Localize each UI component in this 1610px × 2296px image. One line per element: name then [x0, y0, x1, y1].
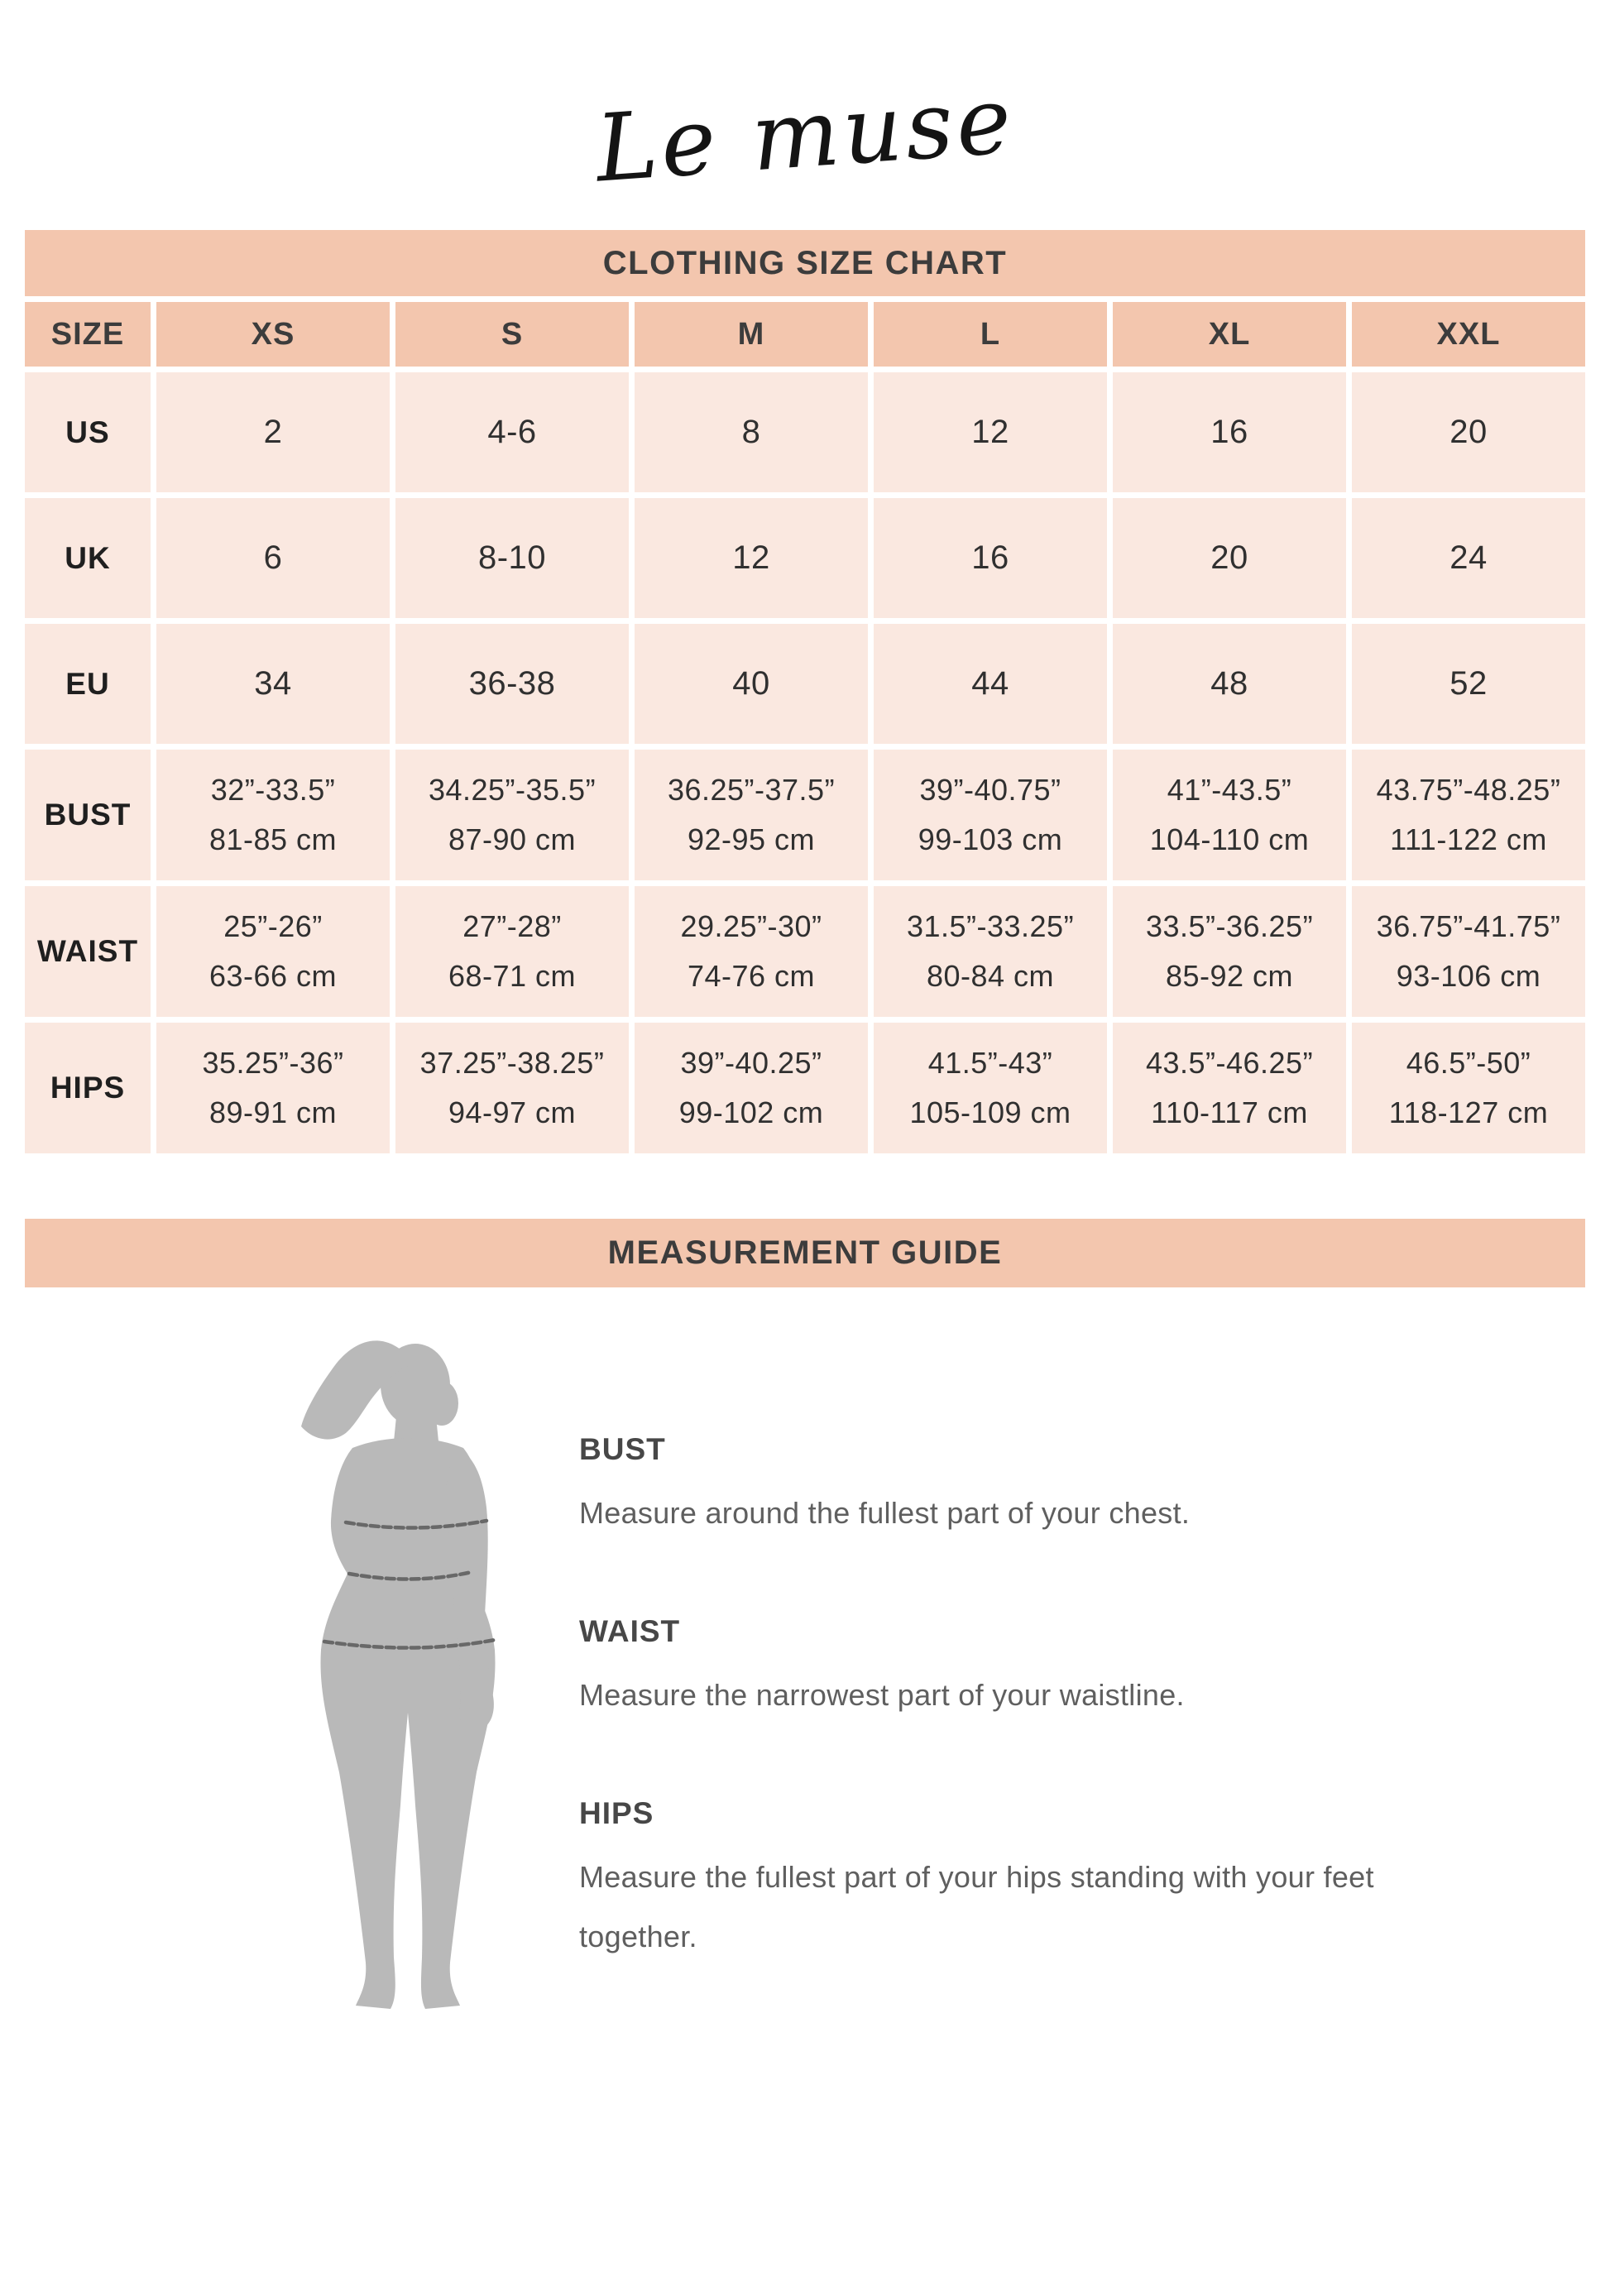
size-cell: 8 — [635, 372, 868, 492]
measurement-inches: 39”-40.75” — [919, 773, 1061, 807]
size-cell: 6 — [156, 498, 390, 618]
row-label-uk: UK — [25, 498, 151, 618]
brand-logo-text: Le muse — [592, 66, 1018, 204]
size-cell: 8-10 — [395, 498, 629, 618]
measurement-inches: 41.5”-43” — [927, 1046, 1053, 1080]
measurement-inches: 39”-40.25” — [680, 1046, 822, 1080]
measurement-inches: 31.5”-33.25” — [906, 909, 1075, 943]
measurement-inches: 41”-43.5” — [1167, 773, 1292, 807]
guide-instruction-bust: Measure around the fullest part of your chest. — [579, 1496, 1191, 1530]
column-header-s: S — [395, 302, 629, 367]
measurement-inches: 36.25”-37.5” — [667, 773, 836, 807]
row-label-us: US — [25, 372, 151, 492]
measurement-cm: 99-103 cm — [918, 822, 1063, 856]
measurement-inches: 43.5”-46.25” — [1145, 1046, 1314, 1080]
size-cell-hips — [1352, 1023, 1585, 1153]
size-cell: 16 — [1113, 372, 1346, 492]
measurement-cm: 63-66 cm — [208, 959, 338, 993]
size-cell: 16 — [874, 498, 1107, 618]
size-cell-hips — [874, 1023, 1107, 1153]
guide-section-hips — [579, 1795, 1531, 1967]
clothing-size-chart-table — [25, 230, 1585, 1153]
size-cell-bust — [1113, 750, 1346, 880]
measurement-inches: 37.25”-38.25” — [419, 1046, 605, 1080]
size-cell: 12 — [874, 372, 1107, 492]
size-cell-hips — [1113, 1023, 1346, 1153]
measurement-guide-title: MEASUREMENT GUIDE — [25, 1219, 1585, 1287]
size-cell-bust — [156, 750, 390, 880]
size-cell: 20 — [1352, 372, 1585, 492]
size-cell-hips — [395, 1023, 629, 1153]
measurement-cm: 87-90 cm — [448, 822, 577, 856]
measurement-inches: 43.75”-48.25” — [1376, 773, 1561, 807]
column-header-xxl: XXL — [1352, 302, 1585, 367]
measurement-inches: 29.25”-30” — [680, 909, 822, 943]
measurement-cm: 68-71 cm — [448, 959, 577, 993]
measurement-guide-section — [0, 1287, 1610, 2232]
size-cell-waist — [1113, 886, 1346, 1017]
size-cell-bust — [874, 750, 1107, 880]
measurement-cm: 81-85 cm — [208, 822, 338, 856]
size-cell: 20 — [1113, 498, 1346, 618]
row-label-hips: HIPS — [25, 1023, 151, 1153]
guide-section-waist — [579, 1613, 1531, 1725]
row-label-bust: BUST — [25, 750, 151, 880]
size-cell-waist — [156, 886, 390, 1017]
guide-instruction-hips: Measure the fullest part of your hips standing with your feet together. — [579, 1860, 1374, 1953]
guide-instruction-waist: Measure the narrowest part of your waistline. — [579, 1678, 1185, 1712]
size-cell: 40 — [635, 624, 868, 744]
column-header-xs: XS — [156, 302, 390, 367]
measurement-cm: 118-127 cm — [1388, 1095, 1549, 1129]
size-cell: 34 — [156, 624, 390, 744]
size-cell-waist — [395, 886, 629, 1017]
guide-section-bust — [579, 1431, 1531, 1543]
measurement-inches: 33.5”-36.25” — [1145, 909, 1314, 943]
measurement-cm: 85-92 cm — [1165, 959, 1294, 993]
measurement-cm: 80-84 cm — [926, 959, 1055, 993]
measurement-cm: 74-76 cm — [687, 959, 816, 993]
size-cell-waist — [635, 886, 868, 1017]
size-cell-bust — [395, 750, 629, 880]
measurement-cm: 93-106 cm — [1396, 959, 1541, 993]
size-cell-bust — [635, 750, 868, 880]
row-label-eu: EU — [25, 624, 151, 744]
measurement-cm: 89-91 cm — [208, 1095, 338, 1129]
column-header-l: L — [874, 302, 1107, 367]
size-cell: 48 — [1113, 624, 1346, 744]
size-cell: 36-38 — [395, 624, 629, 744]
size-cell: 2 — [156, 372, 390, 492]
size-cell-hips — [156, 1023, 390, 1153]
measurement-inches: 25”-26” — [223, 909, 323, 943]
size-chart-title: CLOTHING SIZE CHART — [25, 230, 1585, 296]
size-cell: 44 — [874, 624, 1107, 744]
column-header-m: M — [635, 302, 868, 367]
size-cell-hips — [635, 1023, 868, 1153]
measurement-inches: 34.25”-35.5” — [428, 773, 597, 807]
measurement-cm: 104-110 cm — [1149, 822, 1310, 856]
size-cell: 52 — [1352, 624, 1585, 744]
brand-logo — [0, 65, 1610, 205]
column-header-xl: XL — [1113, 302, 1346, 367]
measurement-inches: 46.5”-50” — [1406, 1046, 1531, 1080]
measurement-inches: 32”-33.5” — [210, 773, 336, 807]
size-cell-bust — [1352, 750, 1585, 880]
guide-heading-hips: HIPS — [579, 1796, 654, 1830]
woman-silhouette-figure — [273, 1325, 538, 2062]
measurement-cm: 99-102 cm — [678, 1095, 824, 1129]
measurement-cm: 94-97 cm — [448, 1095, 577, 1129]
measurement-cm: 92-95 cm — [687, 822, 816, 856]
guide-heading-waist: WAIST — [579, 1614, 681, 1648]
measurement-inches: 27”-28” — [462, 909, 562, 943]
row-label-waist: WAIST — [25, 886, 151, 1017]
size-cell: 24 — [1352, 498, 1585, 618]
size-cell: 4-6 — [395, 372, 629, 492]
measurement-cm: 105-109 cm — [909, 1095, 1071, 1129]
measurement-inches: 35.25”-36” — [202, 1046, 344, 1080]
guide-heading-bust: BUST — [579, 1432, 666, 1466]
size-cell-waist — [1352, 886, 1585, 1017]
measurement-guide-text — [579, 1287, 1531, 1967]
size-cell-waist — [874, 886, 1107, 1017]
measurement-cm: 110-117 cm — [1151, 1095, 1308, 1129]
size-column-header: SIZE — [25, 302, 151, 367]
measurement-inches: 36.75”-41.75” — [1376, 909, 1561, 943]
size-cell: 12 — [635, 498, 868, 618]
measurement-cm: 111-122 cm — [1390, 822, 1547, 856]
